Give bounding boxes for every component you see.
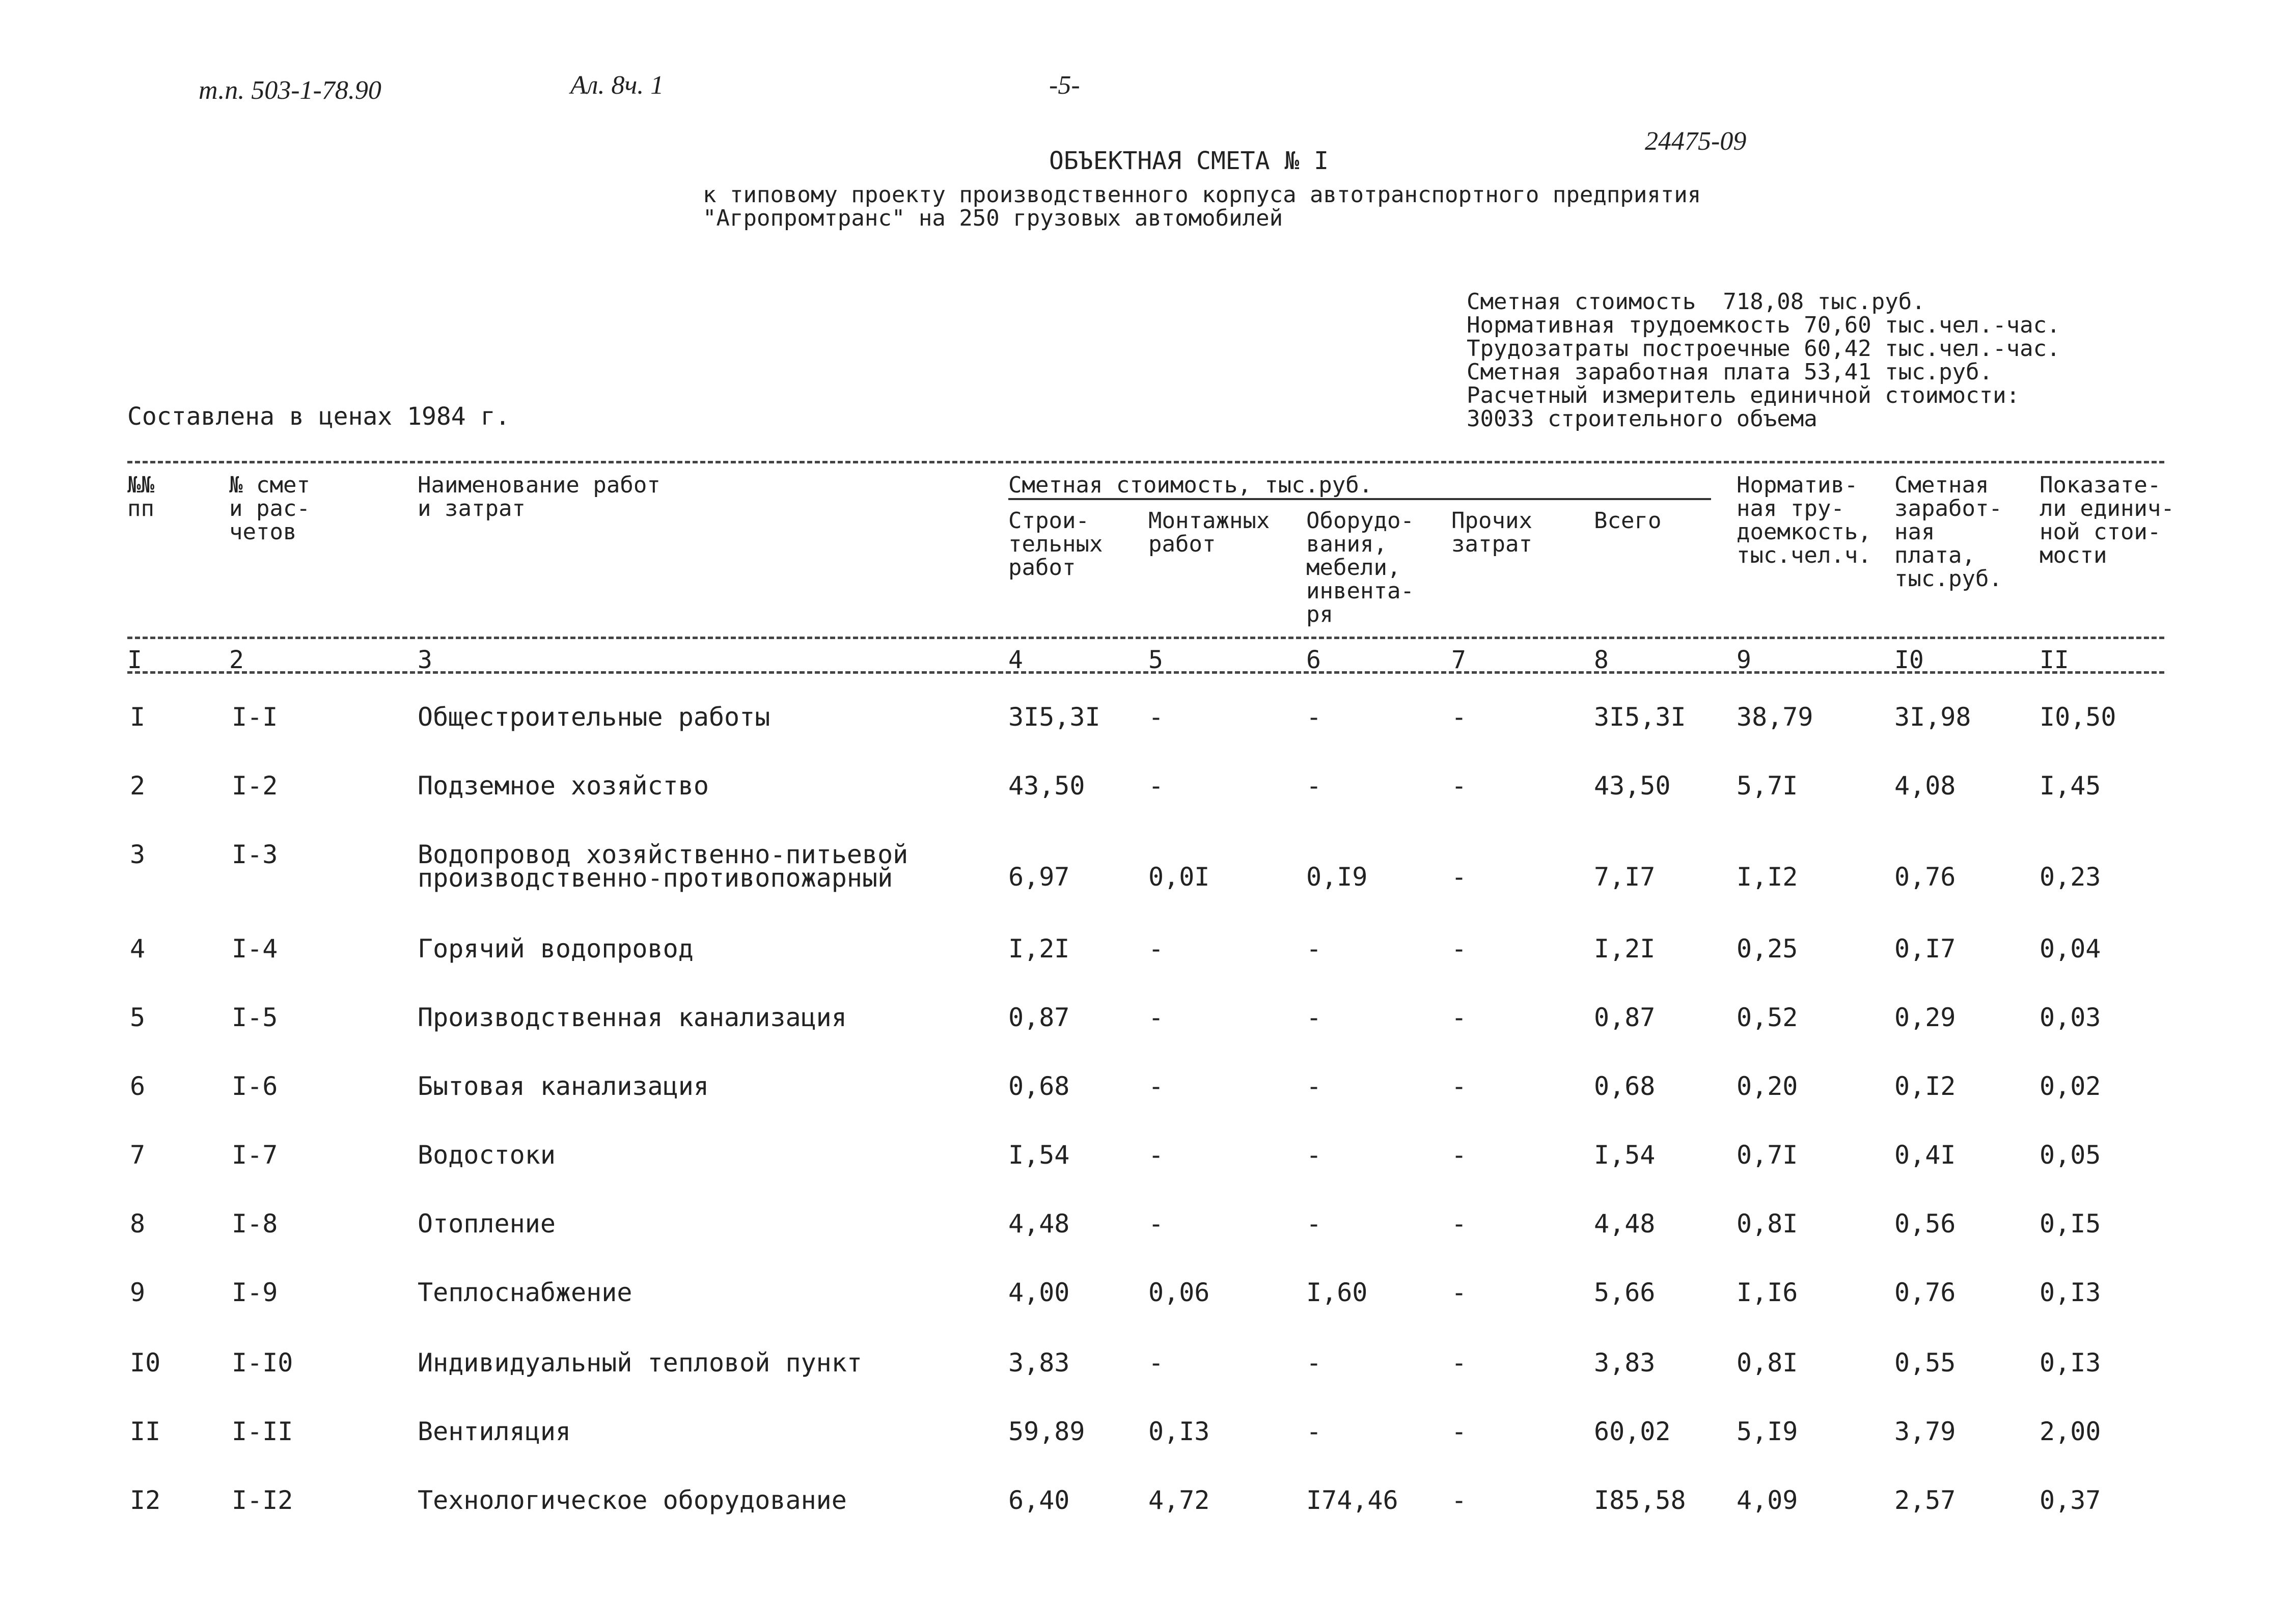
cell-other-cost: - [1451, 771, 1467, 801]
summary-unit-measure-value: 30033 строительного объема [1467, 406, 1817, 432]
cell-work-name: Вентиляция [418, 1417, 571, 1446]
column-number: 9 [1737, 646, 1751, 674]
cell-total-cost: I,2I [1594, 934, 1656, 964]
header-work-name: Наименование работ и затрат [418, 472, 660, 521]
cell-other-cost: - [1451, 1348, 1467, 1378]
header-unit-indicators: Показате- ли единич- ной стои- мости [2040, 472, 2174, 568]
column-number: I [127, 646, 142, 674]
column-number: 4 [1008, 646, 1023, 674]
cell-row-number: 2 [130, 771, 146, 801]
cell-wages: 0,I7 [1894, 934, 1956, 964]
cell-total-cost: I85,58 [1594, 1485, 1686, 1515]
cell-equipment-cost: - [1306, 1348, 1322, 1378]
cell-other-cost: - [1451, 1485, 1467, 1515]
cell-other-cost: - [1451, 1071, 1467, 1101]
estimate-subtitle-line1: к типовому проекту производственного корпуса автотранспортного предприятия [703, 182, 1701, 208]
cell-construction-cost: 4,00 [1008, 1278, 1070, 1307]
cell-unit-indicator: I,45 [2040, 771, 2101, 801]
cell-other-cost: - [1451, 862, 1467, 892]
cell-work-name-continued: производственно-противопожарный [418, 863, 893, 893]
cell-work-name: Подземное хозяйство [418, 771, 709, 801]
cell-row-number: 3 [130, 840, 146, 869]
header-normative-labor: Норматив- ная тру- доемкость, тыс.чел.ч. [1737, 472, 1871, 568]
cell-construction-cost: 0,68 [1008, 1071, 1070, 1101]
cell-construction-cost: 6,97 [1008, 862, 1070, 892]
prices-note: Составлена в ценах 1984 г. [127, 402, 510, 431]
cell-other-cost: - [1451, 1140, 1467, 1170]
header-group-underline [1008, 498, 1711, 500]
cell-wages: 4,08 [1894, 771, 1956, 801]
cell-normative-labor: I,I2 [1737, 862, 1798, 892]
cell-installation-cost: - [1148, 1209, 1164, 1238]
cell-wages: 0,29 [1894, 1003, 1956, 1032]
header-cost-group: Сметная стоимость, тыс.руб. [1008, 472, 1373, 498]
cell-installation-cost: 0,0I [1148, 862, 1210, 892]
cell-unit-indicator: 0,03 [2040, 1003, 2101, 1032]
cell-wages: 2,57 [1894, 1485, 1956, 1515]
cell-wages: 3,79 [1894, 1417, 1956, 1446]
cell-installation-cost: 0,I3 [1148, 1417, 1210, 1446]
cell-unit-indicator: 0,05 [2040, 1140, 2101, 1170]
cell-normative-labor: 5,7I [1737, 771, 1798, 801]
column-number: 3 [418, 646, 432, 674]
column-numbers-rule [127, 671, 2164, 674]
cell-normative-labor: 0,8I [1737, 1209, 1798, 1238]
cell-unit-indicator: 0,04 [2040, 934, 2101, 964]
cell-row-number: 8 [130, 1209, 146, 1238]
header-construction-works: Строи- тельных работ [1008, 508, 1103, 581]
cell-construction-cost: 3I5,3I [1008, 702, 1100, 732]
cell-normative-labor: 38,79 [1737, 702, 1813, 732]
cell-wages: 0,55 [1894, 1348, 1956, 1378]
header-bottom-rule [127, 637, 2164, 639]
estimate-subtitle-line2: "Агропромтранс" на 250 грузовых автомобилей [703, 205, 1283, 231]
cell-estimate-ref: I-8 [232, 1209, 278, 1238]
cell-normative-labor: 5,I9 [1737, 1417, 1798, 1446]
cell-construction-cost: 6,40 [1008, 1485, 1070, 1515]
cell-normative-labor: 0,7I [1737, 1140, 1798, 1170]
cell-work-name: Технологическое оборудование [418, 1485, 847, 1515]
cell-total-cost: 4,48 [1594, 1209, 1656, 1238]
cell-normative-labor: 0,52 [1737, 1003, 1798, 1032]
cell-work-name: Горячий водопровод [418, 934, 694, 964]
cell-row-number: I [130, 702, 146, 732]
cell-work-name: Теплоснабжение [418, 1278, 632, 1307]
summary-site-labor: Трудозатраты построечные 60,42 тыс.чел.-час. [1467, 336, 2060, 362]
cell-work-name: Бытовая канализация [418, 1071, 709, 1101]
cell-wages: 0,56 [1894, 1209, 1956, 1238]
cell-unit-indicator: 0,02 [2040, 1071, 2101, 1101]
cell-wages: 0,76 [1894, 862, 1956, 892]
header-total: Всего [1594, 508, 1662, 534]
cell-row-number: 4 [130, 934, 146, 964]
cell-work-name: Отопление [418, 1209, 556, 1238]
cell-installation-cost: - [1148, 1071, 1164, 1101]
cell-row-number: 6 [130, 1071, 146, 1101]
cell-row-number: II [130, 1417, 161, 1446]
cell-equipment-cost: - [1306, 1071, 1322, 1101]
cell-installation-cost: - [1148, 771, 1164, 801]
cell-other-cost: - [1451, 1417, 1467, 1446]
summary-wages: Сметная заработная плата 53,41 тыс.руб. [1467, 359, 1993, 385]
cell-wages: 3I,98 [1894, 702, 1971, 732]
album-reference: Ал. 8ч. 1 [570, 71, 664, 100]
header-other-costs: Прочих затрат [1451, 508, 1532, 557]
column-number: 6 [1306, 646, 1321, 674]
cell-equipment-cost: - [1306, 771, 1322, 801]
cell-construction-cost: 0,87 [1008, 1003, 1070, 1032]
cell-estimate-ref: I-I2 [232, 1485, 293, 1515]
cell-wages: 0,4I [1894, 1140, 1956, 1170]
cell-total-cost: 7,I7 [1594, 862, 1656, 892]
cell-normative-labor: I,I6 [1737, 1278, 1798, 1307]
cell-installation-cost: 0,06 [1148, 1278, 1210, 1307]
cell-construction-cost: I,54 [1008, 1140, 1070, 1170]
project-code: т.п. 503-1-78.90 [199, 76, 381, 105]
cell-work-name: Водостоки [418, 1140, 556, 1170]
summary-normative-labor: Нормативная трудоемкость 70,60 тыс.чел.-час. [1467, 312, 2060, 338]
cell-work-name: Производственная канализация [418, 1003, 847, 1032]
header-equipment: Оборудо- вания, мебели, инвента- ря [1306, 508, 1414, 627]
cell-total-cost: 5,66 [1594, 1278, 1656, 1307]
column-number: I0 [1894, 646, 1924, 674]
cell-estimate-ref: I-2 [232, 771, 278, 801]
cell-construction-cost: 3,83 [1008, 1348, 1070, 1378]
column-number: II [2040, 646, 2069, 674]
cell-total-cost: 60,02 [1594, 1417, 1671, 1446]
cell-row-number: 5 [130, 1003, 146, 1032]
cell-installation-cost: - [1148, 702, 1164, 732]
cell-unit-indicator: 0,I5 [2040, 1209, 2101, 1238]
cell-installation-cost: - [1148, 1348, 1164, 1378]
cell-total-cost: 3I5,3I [1594, 702, 1686, 732]
cell-work-name: Общестроительные работы [418, 702, 770, 732]
cell-estimate-ref: I-5 [232, 1003, 278, 1032]
cell-total-cost: 0,68 [1594, 1071, 1656, 1101]
cell-estimate-ref: I-7 [232, 1140, 278, 1170]
cell-equipment-cost: I,60 [1306, 1278, 1368, 1307]
cell-wages: 0,76 [1894, 1278, 1956, 1307]
table-top-rule [127, 461, 2164, 463]
cell-estimate-ref: I-9 [232, 1278, 278, 1307]
cell-equipment-cost: - [1306, 1209, 1322, 1238]
cell-work-name: Водопровод хозяйственно-питьевой [418, 840, 908, 869]
header-row-number: №№ пп [127, 472, 154, 521]
cell-estimate-ref: I-3 [232, 840, 278, 869]
cell-estimate-ref: I-I [232, 702, 278, 732]
cell-other-cost: - [1451, 1003, 1467, 1032]
cell-equipment-cost: I74,46 [1306, 1485, 1398, 1515]
cell-normative-labor: 0,20 [1737, 1071, 1798, 1101]
cell-construction-cost: 4,48 [1008, 1209, 1070, 1238]
page-number: -5- [1049, 71, 1080, 100]
cell-other-cost: - [1451, 934, 1467, 964]
cell-estimate-ref: I-6 [232, 1071, 278, 1101]
cell-installation-cost: 4,72 [1148, 1485, 1210, 1515]
cell-wages: 0,I2 [1894, 1071, 1956, 1101]
cell-equipment-cost: - [1306, 1140, 1322, 1170]
column-number: 5 [1148, 646, 1163, 674]
estimate-title: ОБЪЕКТНАЯ СМЕТА № I [1049, 147, 1329, 175]
cell-total-cost: 43,50 [1594, 771, 1671, 801]
cell-construction-cost: 59,89 [1008, 1417, 1085, 1446]
handwritten-number: 24475-09 [1645, 127, 1747, 156]
header-estimate-ref: № смет и рас- четов [229, 472, 310, 545]
cell-normative-labor: 4,09 [1737, 1485, 1798, 1515]
summary-unit-measure-label: Расчетный измеритель единичной стоимости: [1467, 382, 2020, 408]
column-number: 7 [1451, 646, 1466, 674]
cell-row-number: 7 [130, 1140, 146, 1170]
cell-equipment-cost: - [1306, 1417, 1322, 1446]
cell-unit-indicator: 0,37 [2040, 1485, 2101, 1515]
column-number: 8 [1594, 646, 1609, 674]
cell-other-cost: - [1451, 1278, 1467, 1307]
cell-installation-cost: - [1148, 934, 1164, 964]
summary-cost: Сметная стоимость 718,08 тыс.руб. [1467, 289, 1925, 315]
cell-work-name: Индивидуальный тепловой пункт [418, 1348, 862, 1378]
cell-equipment-cost: 0,I9 [1306, 862, 1368, 892]
cell-estimate-ref: I-4 [232, 934, 278, 964]
cell-estimate-ref: I-I0 [232, 1348, 293, 1378]
cell-equipment-cost: - [1306, 1003, 1322, 1032]
column-number: 2 [229, 646, 244, 674]
header-wages: Сметная заработ- ная плата, тыс.руб. [1894, 472, 2002, 592]
cell-unit-indicator: 0,I3 [2040, 1348, 2101, 1378]
cell-other-cost: - [1451, 702, 1467, 732]
cell-estimate-ref: I-II [232, 1417, 293, 1446]
cell-equipment-cost: - [1306, 702, 1322, 732]
cell-normative-labor: 0,8I [1737, 1348, 1798, 1378]
cell-row-number: I2 [130, 1485, 161, 1515]
cell-unit-indicator: 2,00 [2040, 1417, 2101, 1446]
cell-row-number: 9 [130, 1278, 146, 1307]
cell-construction-cost: 43,50 [1008, 771, 1085, 801]
header-installation-works: Монтажных работ [1148, 508, 1270, 557]
cell-unit-indicator: I0,50 [2040, 702, 2116, 732]
cell-total-cost: I,54 [1594, 1140, 1656, 1170]
cell-construction-cost: I,2I [1008, 934, 1070, 964]
cell-row-number: I0 [130, 1348, 161, 1378]
cell-unit-indicator: 0,I3 [2040, 1278, 2101, 1307]
cell-installation-cost: - [1148, 1140, 1164, 1170]
cell-normative-labor: 0,25 [1737, 934, 1798, 964]
cell-equipment-cost: - [1306, 934, 1322, 964]
cell-other-cost: - [1451, 1209, 1467, 1238]
cell-installation-cost: - [1148, 1003, 1164, 1032]
cell-unit-indicator: 0,23 [2040, 862, 2101, 892]
cell-total-cost: 3,83 [1594, 1348, 1656, 1378]
cell-total-cost: 0,87 [1594, 1003, 1656, 1032]
